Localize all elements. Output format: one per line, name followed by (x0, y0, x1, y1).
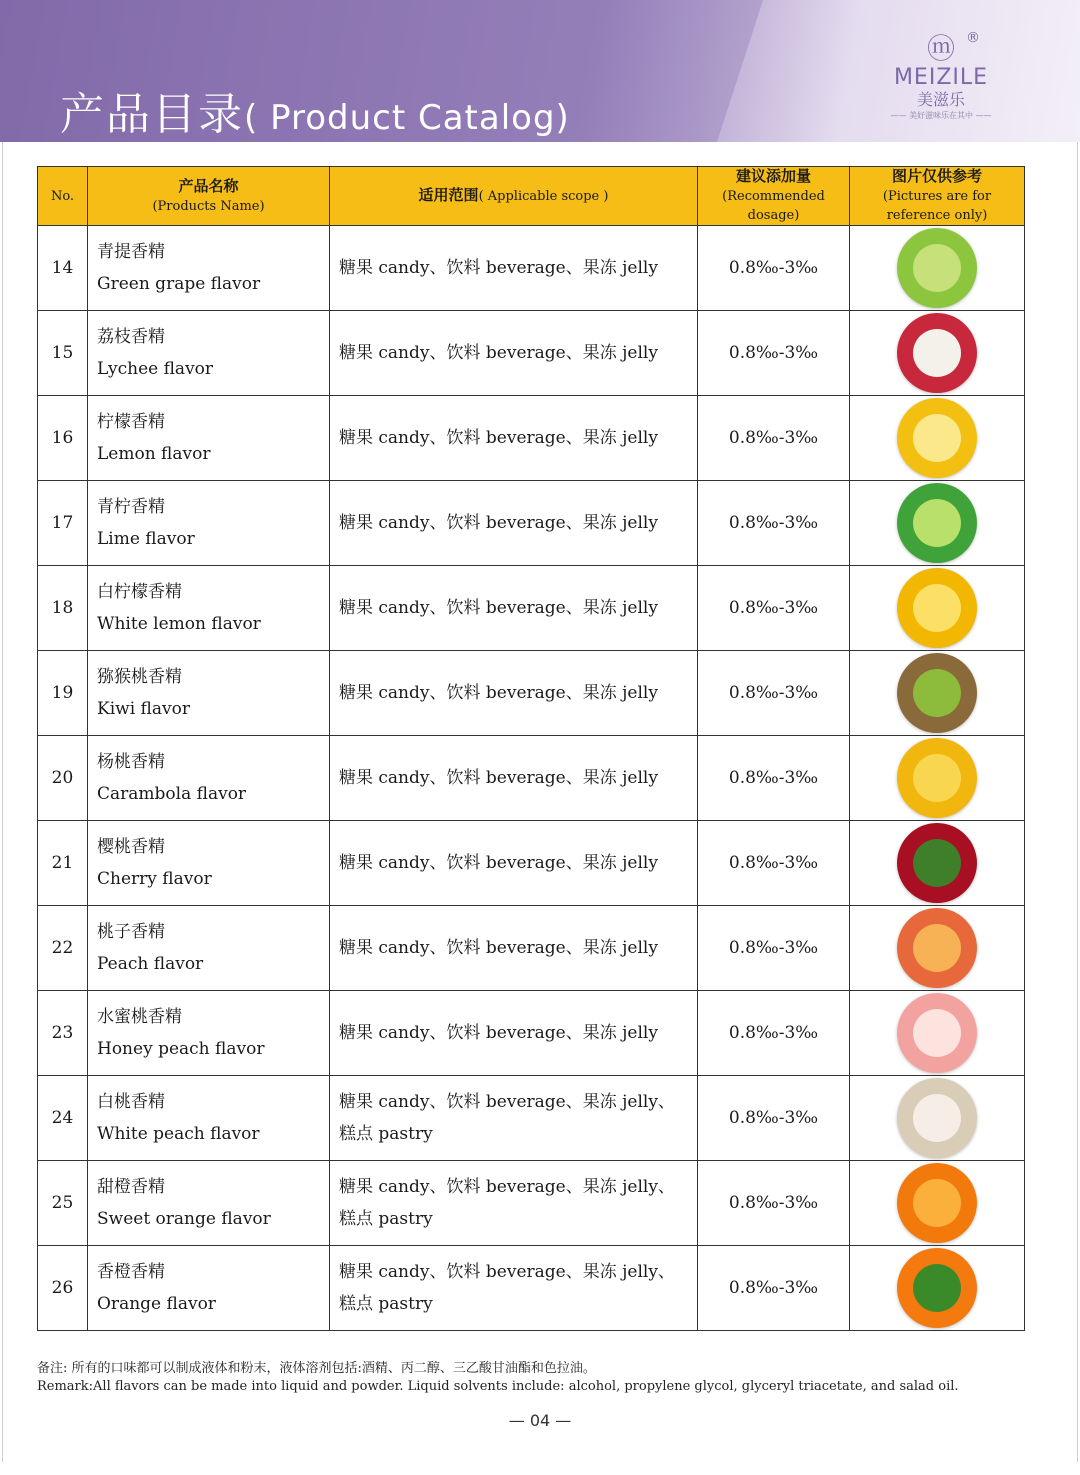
table-row (38, 1246, 1025, 1331)
product-name (88, 1076, 330, 1161)
scope-line-1: 糖果 candy、饮料 beverage、果冻 jelly (339, 513, 658, 533)
header-scope: 适用范围( Applicable scope ) (330, 167, 698, 226)
brand-logo (876, 32, 1006, 122)
recommended-dosage: 0.8‰-3‰ (698, 821, 850, 906)
orange-image (897, 1248, 977, 1328)
reference-picture (850, 906, 1025, 991)
row-number: 19 (38, 651, 88, 736)
product-name (88, 226, 330, 311)
product-name-cn: 甜橙香精 (97, 1177, 165, 1197)
honey-peach-image (897, 993, 977, 1073)
product-name-en: Carambola flavor (97, 784, 247, 804)
header-name: 产品名称 (Products Name) (88, 167, 330, 226)
reference-picture (850, 651, 1025, 736)
page-title-cn: 产品目录 (60, 89, 244, 140)
kiwi-image (897, 653, 977, 733)
product-name (88, 1246, 330, 1331)
reference-picture (850, 1246, 1025, 1331)
row-number: 20 (38, 736, 88, 821)
page-number: — 04 — (508, 1411, 572, 1430)
reference-picture (850, 481, 1025, 566)
product-name-cn: 青提香精 (97, 242, 165, 262)
row-number: 25 (38, 1161, 88, 1246)
lemon-image (897, 398, 977, 478)
reference-picture (850, 991, 1025, 1076)
table-row (38, 651, 1025, 736)
scope-line-1: 糖果 candy、饮料 beverage、果冻 jelly、 (339, 1092, 675, 1112)
scope-line-1: 糖果 candy、饮料 beverage、果冻 jelly、 (339, 1262, 675, 1282)
table-row (38, 821, 1025, 906)
recommended-dosage: 0.8‰-3‰ (698, 311, 850, 396)
applicable-scope (330, 651, 698, 736)
product-name (88, 736, 330, 821)
white-peach-image (897, 1078, 977, 1158)
product-name-en: Lime flavor (97, 529, 195, 549)
product-name-cn: 杨桃香精 (97, 752, 165, 772)
product-name-en: Peach flavor (97, 954, 204, 974)
product-name (88, 1161, 330, 1246)
table-row (38, 396, 1025, 481)
reference-picture (850, 1076, 1025, 1161)
product-name-en: Lychee flavor (97, 359, 214, 379)
table-row (38, 1161, 1025, 1246)
product-name-en: Orange flavor (97, 1294, 216, 1314)
reference-picture (850, 566, 1025, 651)
product-name-cn: 水蜜桃香精 (97, 1007, 182, 1027)
brand-name: MEIZILE (893, 65, 989, 90)
scope-line-1: 糖果 candy、饮料 beverage、果冻 jelly (339, 768, 658, 788)
table-row (38, 226, 1025, 311)
row-number: 22 (38, 906, 88, 991)
product-name (88, 991, 330, 1076)
product-name-cn: 白桃香精 (97, 1092, 165, 1112)
remark-en: Remark:All flavors can be made into liquid and powder. Liquid solvents include: alcohol, propylene glycol, glyceryl triacetate, and salad oil. (37, 1379, 959, 1394)
row-number: 14 (38, 226, 88, 311)
product-name-cn: 柠檬香精 (97, 412, 165, 432)
product-name (88, 396, 330, 481)
scope-line-1: 糖果 candy、饮料 beverage、果冻 jelly、 (339, 1177, 675, 1197)
table-row (38, 1076, 1025, 1161)
recommended-dosage: 0.8‰-3‰ (698, 481, 850, 566)
applicable-scope (330, 736, 698, 821)
applicable-scope (330, 821, 698, 906)
applicable-scope (330, 396, 698, 481)
product-name (88, 311, 330, 396)
table-row (38, 311, 1025, 396)
recommended-dosage: 0.8‰-3‰ (698, 1246, 850, 1331)
product-name-en: Cherry flavor (97, 869, 212, 889)
recommended-dosage: 0.8‰-3‰ (698, 396, 850, 481)
header-dose: 建议添加量 (Recommended dosage) (698, 167, 850, 226)
row-number: 24 (38, 1076, 88, 1161)
product-name-cn: 猕猴桃香精 (97, 667, 182, 687)
product-name-en: Kiwi flavor (97, 699, 190, 719)
reference-picture (850, 396, 1025, 481)
reference-picture (850, 736, 1025, 821)
lime-image (897, 483, 977, 563)
product-name-en: Sweet orange flavor (97, 1209, 271, 1229)
product-name-cn: 荔枝香精 (97, 327, 165, 347)
scope-line-1: 糖果 candy、饮料 beverage、果冻 jelly (339, 343, 658, 363)
frame-line-right (1077, 142, 1078, 1462)
product-name-en: White peach flavor (97, 1124, 260, 1144)
table-row (38, 991, 1025, 1076)
row-number: 15 (38, 311, 88, 396)
cherry-image (897, 823, 977, 903)
frame-line-left (2, 142, 3, 1462)
table-header-row (38, 167, 1025, 226)
remark-note (37, 1360, 959, 1396)
registered-mark: ® (966, 30, 980, 46)
scope-line-1: 糖果 candy、饮料 beverage、果冻 jelly (339, 683, 658, 703)
applicable-scope (330, 1246, 698, 1331)
header-no: No. (38, 167, 88, 226)
product-name (88, 566, 330, 651)
lychee-image (897, 313, 977, 393)
applicable-scope (330, 226, 698, 311)
row-number: 18 (38, 566, 88, 651)
green-grape-image (897, 228, 977, 308)
applicable-scope (330, 991, 698, 1076)
scope-line-1: 糖果 candy、饮料 beverage、果冻 jelly (339, 853, 658, 873)
recommended-dosage: 0.8‰-3‰ (698, 226, 850, 311)
recommended-dosage: 0.8‰-3‰ (698, 736, 850, 821)
product-name-cn: 桃子香精 (97, 922, 165, 942)
scope-line-2: 糕点 pastry (339, 1124, 433, 1144)
table-row (38, 906, 1025, 991)
table-row (38, 736, 1025, 821)
scope-line-1: 糖果 candy、饮料 beverage、果冻 jelly (339, 428, 658, 448)
reference-picture (850, 311, 1025, 396)
product-name-en: Honey peach flavor (97, 1039, 265, 1059)
product-name-cn: 樱桃香精 (97, 837, 165, 857)
applicable-scope (330, 906, 698, 991)
reference-picture (850, 1161, 1025, 1246)
header-pic: 图片仅供参考 (Pictures are for reference only) (850, 167, 1025, 226)
scope-line-2: 糕点 pastry (339, 1209, 433, 1229)
recommended-dosage: 0.8‰-3‰ (698, 1076, 850, 1161)
scope-line-2: 糕点 pastry (339, 1294, 433, 1314)
product-name (88, 906, 330, 991)
white-lemon-image (897, 568, 977, 648)
table-row (38, 566, 1025, 651)
row-number: 23 (38, 991, 88, 1076)
applicable-scope (330, 566, 698, 651)
brand-slogan: —— 美好滋味乐在其中 —— (890, 111, 992, 120)
scope-line-1: 糖果 candy、饮料 beverage、果冻 jelly (339, 598, 658, 618)
product-name-cn: 香橙香精 (97, 1262, 165, 1282)
page-title-en: ( Product Catalog) (244, 98, 570, 138)
recommended-dosage: 0.8‰-3‰ (698, 991, 850, 1076)
product-name-cn: 青柠香精 (97, 497, 165, 517)
carambola-image (897, 738, 977, 818)
product-name (88, 821, 330, 906)
product-catalog-table (37, 166, 1025, 1331)
page-title (60, 78, 570, 142)
row-number: 17 (38, 481, 88, 566)
product-name-en: Lemon flavor (97, 444, 211, 464)
row-number: 26 (38, 1246, 88, 1331)
recommended-dosage: 0.8‰-3‰ (698, 906, 850, 991)
product-name-cn: 白柠檬香精 (97, 582, 182, 602)
remark-cn: 备注: 所有的口味都可以制成液体和粉末，液体溶剂包括:酒精、丙二醇、三乙酸甘油酯和色拉油。 (37, 1361, 596, 1376)
brand-mark-icon: ⓜ (926, 32, 955, 65)
reference-picture (850, 226, 1025, 311)
applicable-scope (330, 481, 698, 566)
sweet-orange-image (897, 1163, 977, 1243)
row-number: 21 (38, 821, 88, 906)
product-name (88, 651, 330, 736)
product-name-en: White lemon flavor (97, 614, 261, 634)
scope-line-1: 糖果 candy、饮料 beverage、果冻 jelly (339, 1023, 658, 1043)
recommended-dosage: 0.8‰-3‰ (698, 1161, 850, 1246)
scope-line-1: 糖果 candy、饮料 beverage、果冻 jelly (339, 258, 658, 278)
recommended-dosage: 0.8‰-3‰ (698, 566, 850, 651)
peach-image (897, 908, 977, 988)
applicable-scope (330, 1161, 698, 1246)
scope-line-1: 糖果 candy、饮料 beverage、果冻 jelly (339, 938, 658, 958)
row-number: 16 (38, 396, 88, 481)
brand-name-cn: 美滋乐 (916, 90, 965, 109)
product-name-en: Green grape flavor (97, 274, 261, 294)
product-name (88, 481, 330, 566)
table-row (38, 481, 1025, 566)
applicable-scope (330, 311, 698, 396)
reference-picture (850, 821, 1025, 906)
page-header (0, 0, 1080, 142)
recommended-dosage: 0.8‰-3‰ (698, 651, 850, 736)
applicable-scope (330, 1076, 698, 1161)
